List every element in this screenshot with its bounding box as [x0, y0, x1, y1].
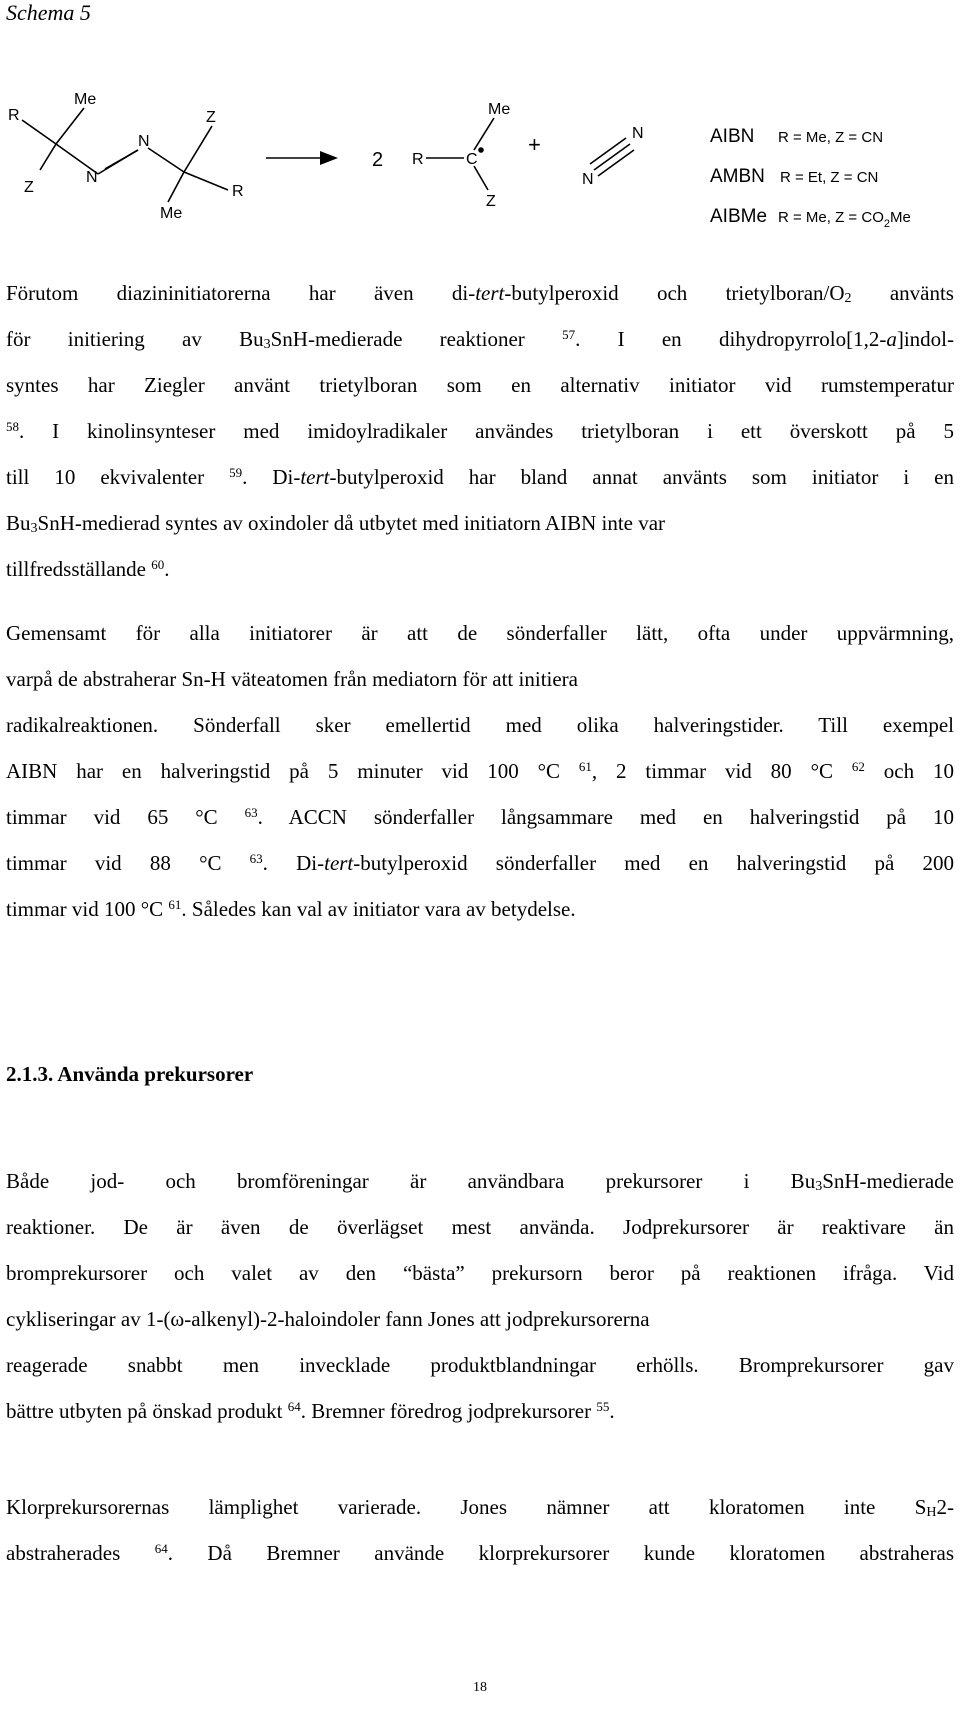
text-line: cykliseringar av 1-(ω-alkenyl)-2-haloindoler fann Jones att jodprekursorerna [6, 1307, 650, 1331]
text-line: reagerade snabbt men invecklade produktblandningar erhölls. Bromprekursorer gav [6, 1353, 954, 1377]
text-line: $Bu_3SnH$-medierad syntes av oxindoler då utbytet med initiatorn AIBN inte var [6, 511, 666, 536]
atom-me-bottom: Me [160, 205, 183, 222]
text-line: Gemensamt för alla initiatorer är att de sönderfaller lätt, ofta under uppvärmning, [6, 621, 954, 645]
legend-ambn-definition: R = Et, Z = CN [780, 169, 879, 186]
citation: 59 [229, 465, 243, 480]
atom-r-radical: R [412, 151, 424, 168]
citation: 55 [596, 1399, 610, 1414]
text-line: bromprekursorer och valet av den “bästa” prekursorn beror på reaktionen ifråga. Vid [6, 1261, 954, 1285]
plus-sign: + [528, 132, 541, 157]
citation: 58 [6, 419, 19, 434]
text-line: timmar vid 88 °C $^{63}$. Di-tert-butylperoxid sönderfaller med en halveringstid på 200 [6, 851, 954, 875]
atom-n-lower: N [86, 169, 98, 186]
section-heading: 2.1.3. Använda prekursorer [6, 1062, 254, 1086]
atom-r-bottom: R [232, 183, 244, 200]
paragraph-chloro-precursors [6, 1484, 954, 1576]
atom-c-radical: C [466, 151, 478, 168]
text-line: syntes har Ziegler använt trietylboran som en alternativ initiator vid rumstemperatur [6, 373, 954, 397]
atom-me-radical: Me [488, 101, 511, 118]
text-line: tillfredsställande $^{60}$. [6, 557, 170, 581]
legend-aibme-definition: R = Me, $Z = CO_2Me$ [778, 209, 911, 230]
text-line: bättre utbyten på önskad produkt $^{64}$. Bremner föredrog jodprekursorer $^{55}$. [6, 1399, 615, 1423]
citation: 63 [249, 851, 263, 866]
atom-me-top: Me [74, 91, 97, 108]
paragraph-initiators [6, 270, 954, 592]
citation: 63 [244, 805, 258, 820]
citation: 62 [851, 759, 865, 774]
text-line: reaktioner. De är även de överlägset mest använda. Jodprekursorer är reaktivare än [6, 1215, 954, 1239]
text-line: abstraherades $^{64}$. Då Bremner använde klorprekursorer kunde kloratomen abstraheras [6, 1541, 954, 1565]
atom-z-top: Z [206, 109, 216, 126]
text-line: varpå de abstraherar Sn-H väteatomen från mediatorn för att initiera [6, 667, 578, 691]
atom-n-upper: N [138, 133, 150, 150]
atom-r-left-top: R [8, 107, 20, 124]
legend-aibn-name: AIBN [710, 126, 755, 147]
reaction-scheme [0, 78, 960, 248]
text-line: för initiering av $Bu_3SnH$-medierade reaktioner $^{57}$. I en dihydropyrrolo[1,2-a]indol- [6, 327, 954, 352]
citation: 60 [151, 557, 165, 572]
text-line: radikalreaktionen. Sönderfall sker emellertid med olika halveringstider. Till exempel [6, 713, 954, 737]
citation: 64 [287, 1399, 301, 1414]
stoichiometric-coefficient: 2 [372, 149, 384, 171]
legend-aibn-definition: R = Me, Z = CN [778, 129, 884, 146]
citation: 61 [578, 759, 592, 774]
legend-aibme-name: AIBMe [710, 206, 768, 227]
page-number: 18 [473, 1680, 487, 1695]
paragraph-half-lives [6, 610, 954, 932]
schema-title: Schema 5 [6, 0, 91, 25]
citation: 64 [154, 1541, 168, 1556]
text-line: Förutom diazininitiatorerna har även di-tert-butylperoxid och trietylboran/$O_2$ använts [6, 281, 954, 306]
text-line: timmar vid 65 °C $^{63}$. ACCN sönderfaller långsammare med en halveringstid på 10 [6, 805, 954, 829]
text-line: Klorprekursorernas lämplighet varierade. Jones nämner att kloratomen inte $S_H2-$ [6, 1495, 954, 1520]
paragraph-precursors [6, 1158, 954, 1434]
citation: 57 [562, 327, 576, 342]
reaction-arrow [266, 151, 338, 165]
text-line: timmar vid 100 °C $^{61}$. Således kan val av initiator vara av betydelse. [6, 897, 576, 921]
nitrogen-triple-bond [590, 138, 634, 176]
citation: 61 [168, 897, 182, 912]
atom-n2-bottom: N [582, 171, 594, 188]
text-line: Både jod- och bromföreningar är användbara prekursorer i $Bu_3SnH$-medierade [6, 1169, 954, 1194]
radical-dot [478, 147, 484, 153]
legend-ambn-name: AMBN [710, 166, 765, 187]
atom-z-radical: Z [486, 193, 496, 210]
atom-z-left-bottom: Z [24, 179, 34, 196]
text-line: till 10 ekvivalenter $^{59}$. Di-tert-butylperoxid har bland annat använts som initiator i en [6, 465, 954, 489]
text-line: AIBN har en halveringstid på 5 minuter vid 100 °C $^{61}$, 2 timmar vid 80 °C $^{62}$ och 10 [6, 759, 954, 783]
azo-initiator-structure [22, 108, 228, 202]
text-line: $^{58}$. I kinolinsynteser med imidoylradikaler användes trietylboran i ett överskott på 5 [6, 419, 954, 443]
atom-n2-top: N [632, 125, 644, 142]
